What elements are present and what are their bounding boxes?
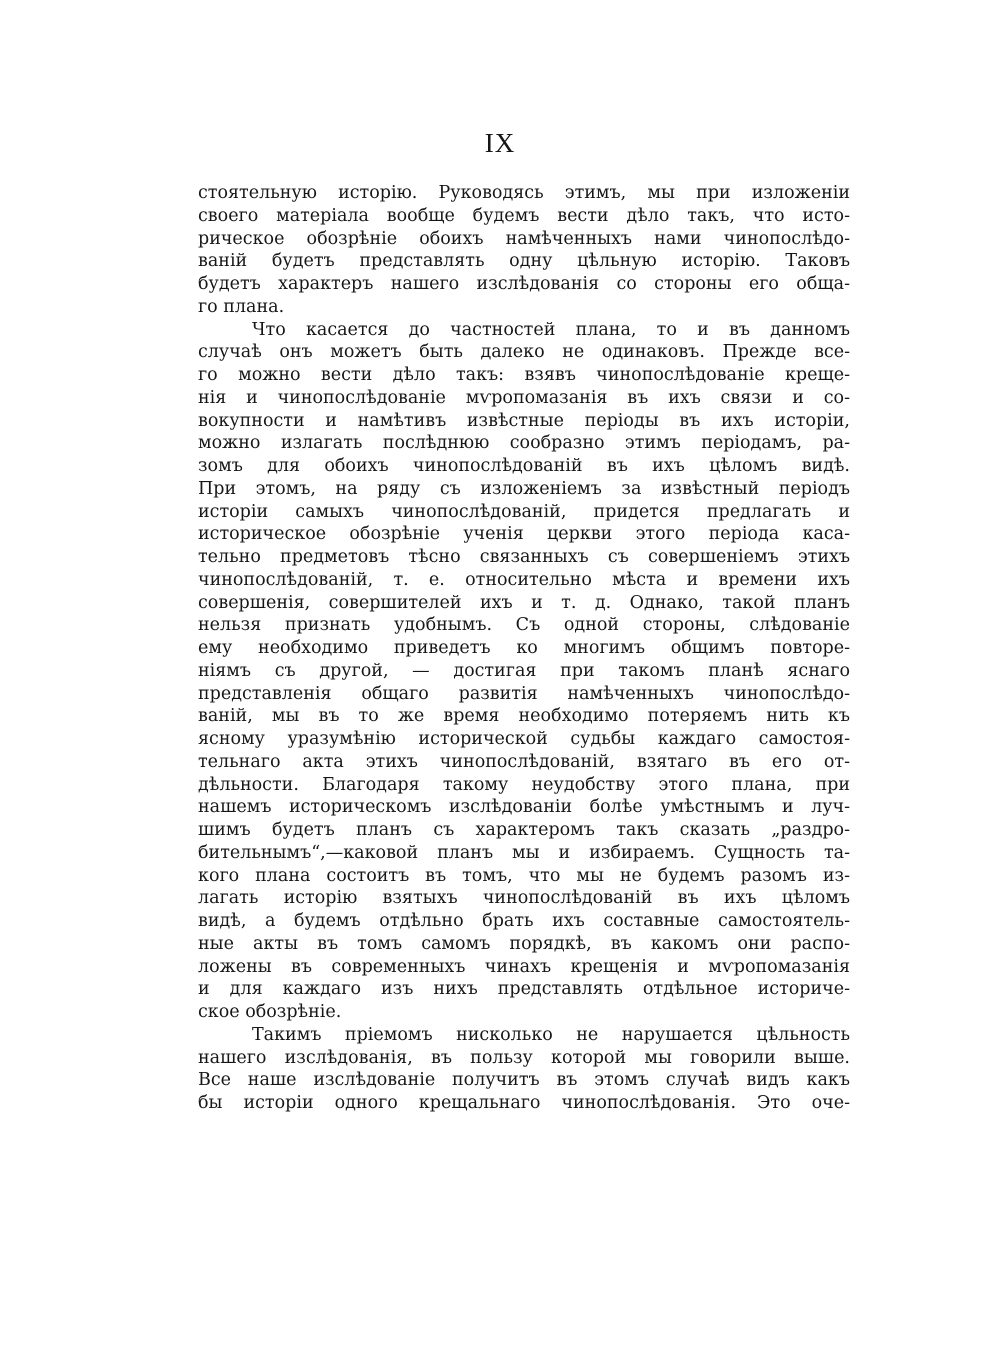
text-line: ложены въ современныхъ чинахъ крещенія и мѵропомазанія [198,956,850,977]
text-line: дѣльности. Благодаря такому неудобству этого плана, при [198,774,850,795]
text-line: рическое обозрѣніе обоихъ намѣченныхъ нами чинопослѣдо- [198,228,850,249]
paragraph-end-line: го плана. [198,296,285,317]
text-line: совершенія, совершителей ихъ и т. д. Однако, такой планъ [198,592,850,613]
text-line: можно излагать послѣднюю сообразно этимъ періодамъ, ра- [198,433,850,454]
text-line: чинопослѣдованій, т. е. относительно мѣста и времени ихъ [198,569,850,590]
text-line: зомъ для обоихъ чинопослѣдованій въ ихъ цѣломъ видѣ. [198,456,850,476]
text-line: исторіи самыхъ чинопослѣдованій, придется предлагать и [198,501,850,522]
text-line: ніямъ съ другой, — достигая при такомъ планѣ яснаго [198,660,850,681]
text-line: вокупности и намѣтивъ извѣстные періоды въ ихъ исторіи, [198,410,850,431]
text-line: будетъ характеръ нашего изслѣдованія со стороны его обща- [198,274,850,294]
text-line: ваній будетъ представлять одну цѣльную исторію. Таковъ [198,251,850,272]
text-line: ваній, мы въ то же время необходимо потеряемъ нить къ [198,706,850,727]
text-line: лагать исторію взятыхъ чинопослѣдованій въ ихъ цѣломъ [198,888,850,909]
paragraph-start-line: Такимъ пріемомъ нисколько не нарушается цѣльность [252,1024,850,1045]
paragraph-end-line: ское обозрѣніе. [198,1002,342,1022]
text-line: представленія общаго развитія намѣченныхъ чинопослѣдо- [198,683,850,704]
text-line: ясному уразумѣнію исторической судьбы каждаго самостоя- [198,729,850,749]
body-text [198,182,850,1115]
text-line: стоятельную исторію. Руководясь этимъ, мы при изложеніи [198,183,850,203]
text-line: нашего изслѣдованія, въ пользу которой мы говорили выше. [198,1047,850,1068]
text-line: ные акты въ томъ самомъ порядкѣ, въ какомъ они распо- [198,933,850,954]
text-line: видѣ, а будемъ отдѣльно брать ихъ составные самостоятель- [198,911,850,931]
text-line: тельнаго акта этихъ чинопослѣдованій, взятаго въ его от- [198,751,850,772]
text-line: кого плана состоитъ въ томъ, что мы не будемъ разомъ из- [198,865,850,886]
text-line: историческое обозрѣніе ученія церкви этого періода каса- [198,524,850,545]
text-line: нія и чинопослѣдованіе мѵропомазанія въ ихъ связи и со- [198,387,850,408]
text-line: шимъ будетъ планъ съ характеромъ такъ сказать „раздро- [198,820,850,840]
text-line: бы исторіи одного крещальнаго чинопослѣдованія. Это оче- [198,1093,850,1113]
text-line: случаѣ онъ можетъ быть далеко не одинаковъ. Прежде все- [198,342,850,363]
paragraph-start-line: Что касается до частностей плана, то и въ данномъ [252,319,850,340]
text-line: нельзя признать удобнымъ. Съ одной стороны, слѣдованіе [198,615,850,636]
page-number: IX [484,128,516,158]
text-line: Все наше изслѣдованіе получитъ въ этомъ случаѣ видъ какъ [198,1070,850,1091]
text-line: При этомъ, на ряду съ изложеніемъ за извѣстный періодъ [198,478,850,499]
text-line: своего матеріала вообще будемъ вести дѣло такъ, что исто- [198,205,850,226]
text-line: бительнымъ“,—каковой планъ мы и избираемъ. Сущность та- [198,842,850,863]
text-line: и для каждаго изъ нихъ представлять отдѣльное историче- [198,979,850,1000]
text-line: ему необходимо приведетъ ко многимъ общимъ повторе- [198,638,850,658]
text-line: тельно предметовъ тѣсно связанныхъ съ совершеніемъ этихъ [198,547,850,567]
text-line: нашемъ историческомъ изслѣдованіи болѣе умѣстнымъ и луч- [198,797,850,818]
text-line: го можно вести дѣло такъ: взявъ чинопослѣдованіе креще- [198,365,850,385]
